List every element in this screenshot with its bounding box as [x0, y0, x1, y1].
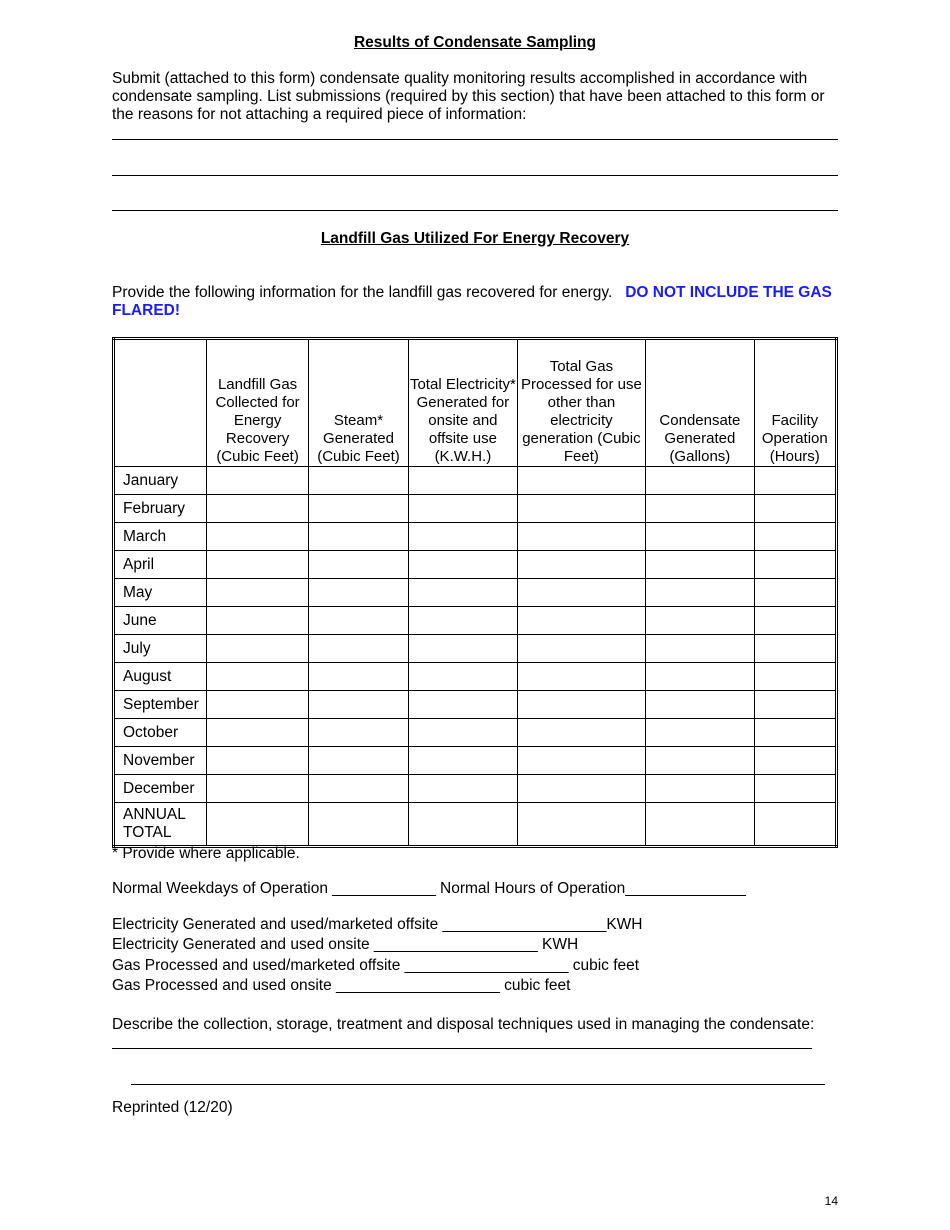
describe-answer-line-1[interactable]: [112, 1048, 812, 1049]
table-cell[interactable]: [754, 775, 836, 803]
month-label: October: [114, 719, 207, 747]
table-cell[interactable]: [754, 467, 836, 495]
table-body: [114, 467, 837, 847]
column-header-4: Total Gas Processed for use other than electricity generation (Cubic Feet): [517, 339, 646, 467]
table-row: [114, 467, 837, 495]
table-cell[interactable]: [754, 579, 836, 607]
no-flared-warning: DO NOT INCLUDE THE GAS FLARED!: [112, 284, 832, 319]
table-cell[interactable]: [646, 523, 754, 551]
table-cell[interactable]: [409, 495, 517, 523]
table-row: [114, 691, 837, 719]
table-cell[interactable]: [409, 691, 517, 719]
month-label: July: [114, 635, 207, 663]
table-cell[interactable]: [409, 523, 517, 551]
table-cell[interactable]: [646, 551, 754, 579]
column-header-3: Total Electricity* Generated for onsite and offsite use (K.W.H.): [409, 339, 517, 467]
table-cell[interactable]: [409, 467, 517, 495]
table-cell[interactable]: [207, 803, 308, 847]
table-row: [114, 607, 837, 635]
table-cell[interactable]: [207, 467, 308, 495]
gas-onsite-field[interactable]: Gas Processed and used onsite ___________________ cubic feet: [112, 977, 571, 994]
table-cell[interactable]: [517, 719, 646, 747]
table-row: [114, 551, 837, 579]
table-cell[interactable]: [207, 495, 308, 523]
table-cell[interactable]: [517, 495, 646, 523]
table-row: [114, 523, 837, 551]
table-cell[interactable]: [754, 495, 836, 523]
table-cell[interactable]: [409, 775, 517, 803]
table-cell[interactable]: [207, 691, 308, 719]
table-cell[interactable]: [754, 607, 836, 635]
table-cell[interactable]: [517, 607, 646, 635]
table-cell[interactable]: [517, 551, 646, 579]
table-cell[interactable]: [409, 551, 517, 579]
month-label: January: [114, 467, 207, 495]
table-cell[interactable]: [308, 663, 408, 691]
table-cell[interactable]: [754, 747, 836, 775]
table-cell[interactable]: [308, 775, 408, 803]
table-row: [114, 495, 837, 523]
elec-onsite-field[interactable]: Electricity Generated and used onsite ___________________ KWH: [112, 936, 579, 953]
hours-of-operation-field[interactable]: Normal Hours of Operation______________: [440, 880, 746, 897]
table-cell[interactable]: [754, 635, 836, 663]
table-cell[interactable]: [207, 579, 308, 607]
table-cell[interactable]: [207, 607, 308, 635]
table-row: [114, 775, 837, 803]
table-cell[interactable]: [409, 663, 517, 691]
table-cell[interactable]: [409, 635, 517, 663]
table-cell[interactable]: [754, 803, 836, 847]
table-cell[interactable]: [517, 635, 646, 663]
table-cell[interactable]: [646, 803, 754, 847]
table-cell[interactable]: [754, 719, 836, 747]
table-cell[interactable]: [409, 579, 517, 607]
table-cell[interactable]: [517, 579, 646, 607]
table-cell[interactable]: [207, 523, 308, 551]
table-cell[interactable]: [308, 467, 408, 495]
table-cell[interactable]: [517, 467, 646, 495]
page-number: 14: [824, 1194, 838, 1208]
table-header-row: [114, 339, 837, 467]
table-row: [114, 719, 837, 747]
table-cell[interactable]: [646, 691, 754, 719]
table-cell[interactable]: [646, 607, 754, 635]
table-row: [114, 663, 837, 691]
elec-offsite-field[interactable]: Electricity Generated and used/marketed offsite ___________________KWH: [112, 916, 643, 933]
table-cell[interactable]: [517, 523, 646, 551]
table-cell[interactable]: [308, 607, 408, 635]
table-cell[interactable]: [207, 635, 308, 663]
annual-total-label: ANNUAL TOTAL: [114, 803, 207, 847]
table-cell[interactable]: [517, 747, 646, 775]
table-cell[interactable]: [754, 523, 836, 551]
month-label: May: [114, 579, 207, 607]
table-cell[interactable]: [207, 775, 308, 803]
describe-label: Describe the collection, storage, treatment and disposal techniques used in managing the condensate:: [112, 1016, 815, 1033]
table-row: [114, 747, 837, 775]
column-header-0: [114, 339, 207, 467]
weekdays-of-operation-field[interactable]: Normal Weekdays of Operation ____________: [112, 880, 436, 897]
table-cell[interactable]: [308, 495, 408, 523]
table-cell[interactable]: [409, 747, 517, 775]
table-cell[interactable]: [646, 467, 754, 495]
table-cell[interactable]: [207, 551, 308, 579]
month-label: April: [114, 551, 207, 579]
table-cell[interactable]: [754, 663, 836, 691]
table-cell[interactable]: [409, 607, 517, 635]
table-cell[interactable]: [308, 691, 408, 719]
table-cell[interactable]: [646, 719, 754, 747]
month-label: August: [114, 663, 207, 691]
gas-offsite-field[interactable]: Gas Processed and used/marketed offsite ___________________ cubic feet: [112, 957, 640, 974]
table-cell[interactable]: [207, 663, 308, 691]
table-cell[interactable]: [308, 551, 408, 579]
annual-total-row: [114, 803, 837, 847]
answer-line-2[interactable]: [112, 175, 838, 176]
condensate-instructions: Submit (attached to this form) condensate quality monitoring results accomplished in accordance with condensate sampling. List submissions (required by this section) that have been attached to this form or the reasons for not attaching a required piece of information:: [112, 70, 825, 123]
table-cell[interactable]: [646, 775, 754, 803]
footnote: * Provide where applicable.: [112, 845, 300, 862]
table-cell[interactable]: [207, 747, 308, 775]
month-label: February: [114, 495, 207, 523]
energy-instructions: [112, 284, 847, 320]
answer-line-1[interactable]: [112, 139, 838, 140]
column-header-6: Facility Operation (Hours): [754, 339, 836, 467]
table-cell[interactable]: [409, 719, 517, 747]
table-row: [114, 635, 837, 663]
answer-line-3[interactable]: [112, 210, 838, 211]
month-label: March: [114, 523, 207, 551]
table-cell[interactable]: [308, 747, 408, 775]
energy-recovery-table: [112, 337, 838, 848]
month-label: November: [114, 747, 207, 775]
table-cell[interactable]: [646, 495, 754, 523]
table-cell[interactable]: [308, 803, 408, 847]
table-cell[interactable]: [308, 635, 408, 663]
table-cell[interactable]: [207, 719, 308, 747]
column-header-2: Steam* Generated (Cubic Feet): [308, 339, 408, 467]
table-row: [114, 579, 837, 607]
table-cell[interactable]: [754, 691, 836, 719]
month-label: September: [114, 691, 207, 719]
table-cell[interactable]: [517, 663, 646, 691]
table-cell[interactable]: [517, 691, 646, 719]
operation-line: [112, 879, 746, 899]
section-title-condensate: Results of Condensate Sampling: [353, 34, 596, 51]
table-cell[interactable]: [754, 551, 836, 579]
column-header-5: Condensate Generated (Gallons): [646, 339, 754, 467]
table-cell[interactable]: [646, 579, 754, 607]
describe-answer-line-2[interactable]: [131, 1084, 825, 1085]
reprinted-date: Reprinted (12/20): [112, 1099, 233, 1116]
month-label: June: [114, 607, 207, 635]
table-cell[interactable]: [646, 635, 754, 663]
energy-instructions-text: Provide the following information for the landfill gas recovered for energy.: [112, 284, 613, 301]
table-cell[interactable]: [646, 663, 754, 691]
column-header-1: Landfill Gas Collected for Energy Recovery (Cubic Feet): [207, 339, 308, 467]
table-cell[interactable]: [308, 523, 408, 551]
table-cell[interactable]: [308, 719, 408, 747]
table-cell[interactable]: [517, 803, 646, 847]
month-label: December: [114, 775, 207, 803]
table-cell[interactable]: [409, 803, 517, 847]
table-cell[interactable]: [308, 579, 408, 607]
section-title-energy-recovery: Landfill Gas Utilized For Energy Recovery: [320, 230, 630, 247]
table-cell[interactable]: [646, 747, 754, 775]
table-cell[interactable]: [517, 775, 646, 803]
